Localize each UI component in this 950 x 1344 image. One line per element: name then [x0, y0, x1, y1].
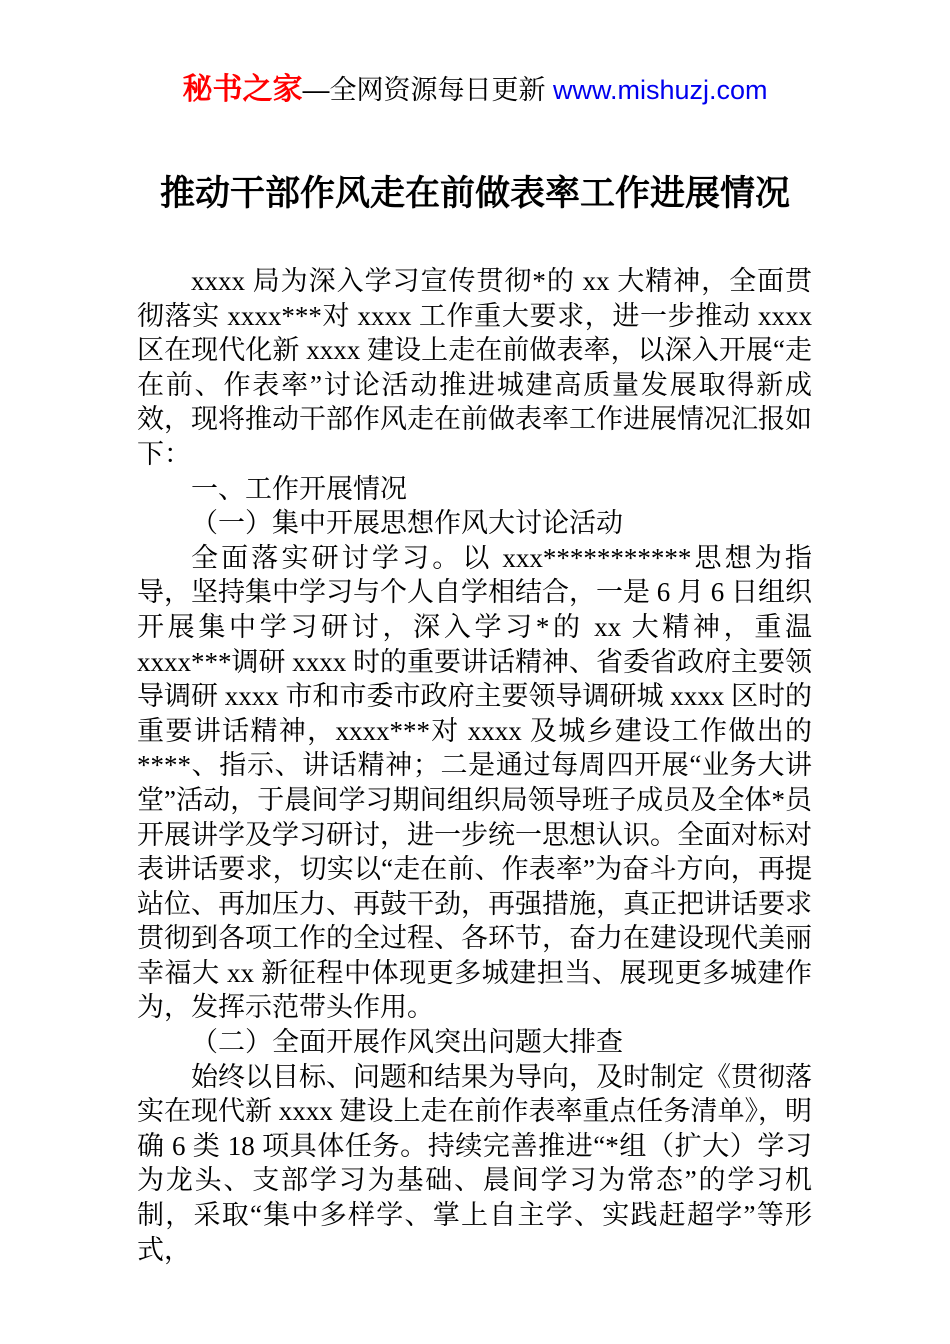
body-paragraph: 始终以目标、问题和结果为导向，及时制定《贯彻落实在现代新 xxxx 建设上走在前作表率重点任务清单》，明确 6 类 18 项具体任务。持续完善推进“*组（扩大）学习为龙头、支部学习为基础、晨间学习为常态”的学习机制，采取“集中多样学、掌上自主学、实践赶超学”等形式， [137, 1061, 812, 1265]
document-body [137, 264, 812, 1267]
site-tagline: —全网资源每日更新 [302, 75, 553, 105]
site-header [0, 0, 950, 108]
section-heading: （一）集中开展思想作风大讨论活动 [191, 508, 623, 539]
site-url-link[interactable]: www.mishuzj.com [552, 75, 768, 105]
section-heading: （二）全面开展作风突出问题大排查 [191, 1027, 623, 1058]
body-paragraph: 全面落实研讨学习。以 xxx***********思想为指导，坚持集中学习与个人自学相结合，一是 6 月 6 日组织开展集中学习研讨，深入学习*的 xx 大精神，重温 xxxx***调研 xxxx 时的重要讲话精神、省委省政府主要领导调研 xxxx 市和市委市政府主要领导调研城 xxxx 区时的重要讲话精神，xxxx***对 xxxx 及城乡建设工作做出的****、指示、讲话精神；二是通过每周四开展“业务大讲堂”活动，于晨间学习期间组织局领导班子成员及全体*员开展讲学及学习研讨，进一步统一思想认识。全面对标对表讲话要求，切实以“走在前、作表率”为奋斗方向，再提站位、再加压力、再鼓干劲，再强措施，真正把讲话要求贯彻到各项工作的全过程、各环节，奋力在建设现代美丽幸福大 xx 新征程中体现更多城建担当、展现更多城建作为，发挥示范带头作用。 [137, 542, 812, 1023]
document-title: 推动干部作风走在前做表率工作进展情况 [159, 174, 790, 213]
section-heading: 一、工作开展情况 [191, 473, 407, 504]
site-brand: 秘书之家 [182, 73, 303, 106]
body-paragraph: xxxx 局为深入学习宣传贯彻*的 xx 大精神，全面贯彻落实 xxxx***对 xxxx 工作重大要求，进一步推动 xxxx 区在现代化新 xxxx 建设上走在前做表率，以深入开展“走在前、作表率”讨论活动推进城建高质量发展取得新成效，现将推动干部作风走在前做表率工作进展情况汇报如下： [137, 266, 812, 469]
